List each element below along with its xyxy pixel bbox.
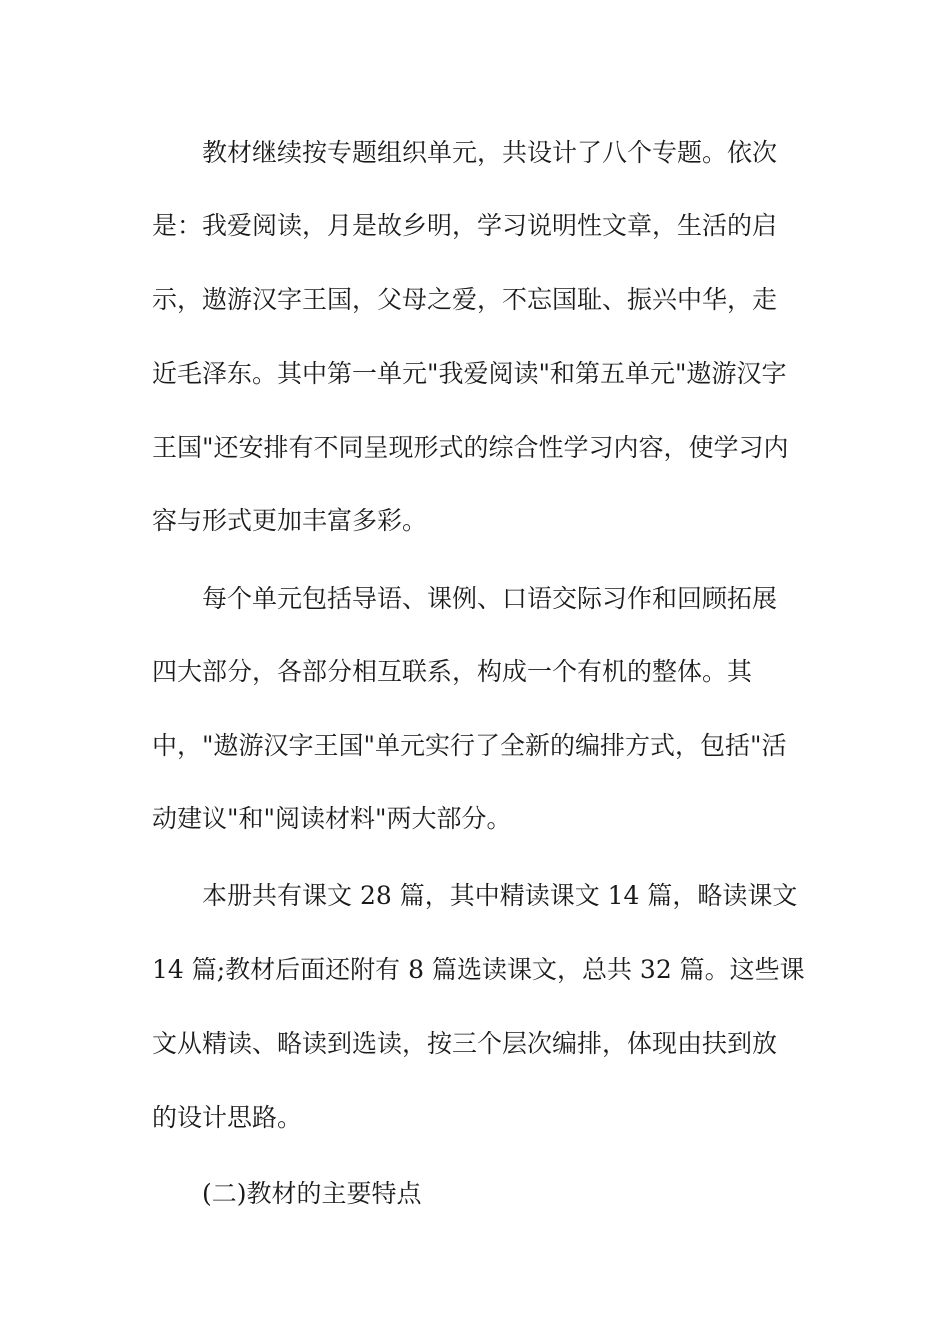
- paragraph-2-line-1: 每个单元包括导语、课例、口语交际习作和回顾拓展: [202, 584, 778, 613]
- paragraph-2-line-3: 中，"遨游汉字王国"单元实行了全新的编排方式，包括"活: [152, 731, 787, 760]
- paragraph-1-line-5: 王国"还安排有不同呈现形式的综合性学习内容，使学习内: [152, 433, 789, 462]
- paragraph-1-line-3: 示，遨游汉字王国，父母之爱，不忘国耻、振兴中华，走: [152, 285, 778, 314]
- paragraph-1-line-2: 是：我爱阅读，月是故乡明，学习说明性文章，生活的启: [152, 211, 778, 240]
- paragraph-3-line-1: 本册共有课文 28 篇，其中精读课文 14 篇，略读课文: [202, 881, 798, 910]
- paragraph-3-line-4: 的设计思路。: [152, 1103, 303, 1132]
- paragraph-2-line-4: 动建议"和"阅读材料"两大部分。: [152, 804, 512, 833]
- paragraph-1-line-4: 近毛泽东。其中第一单元"我爱阅读"和第五单元"遨游汉字: [152, 359, 787, 388]
- paragraph-1-line-1: 教材继续按专题组织单元，共设计了八个专题。依次: [202, 138, 778, 167]
- paragraph-2-line-2: 四大部分，各部分相互联系，构成一个有机的整体。其: [152, 657, 753, 686]
- paragraph-3-line-2: 14 篇;教材后面还附有 8 篇选读课文，总共 32 篇。这些课: [152, 955, 805, 984]
- paragraph-1-line-6: 容与形式更加丰富多彩。: [152, 506, 428, 535]
- paragraph-3-line-3: 文从精读、略读到选读，按三个层次编排，体现由扶到放: [152, 1029, 778, 1058]
- section-heading: (二)教材的主要特点: [202, 1179, 422, 1208]
